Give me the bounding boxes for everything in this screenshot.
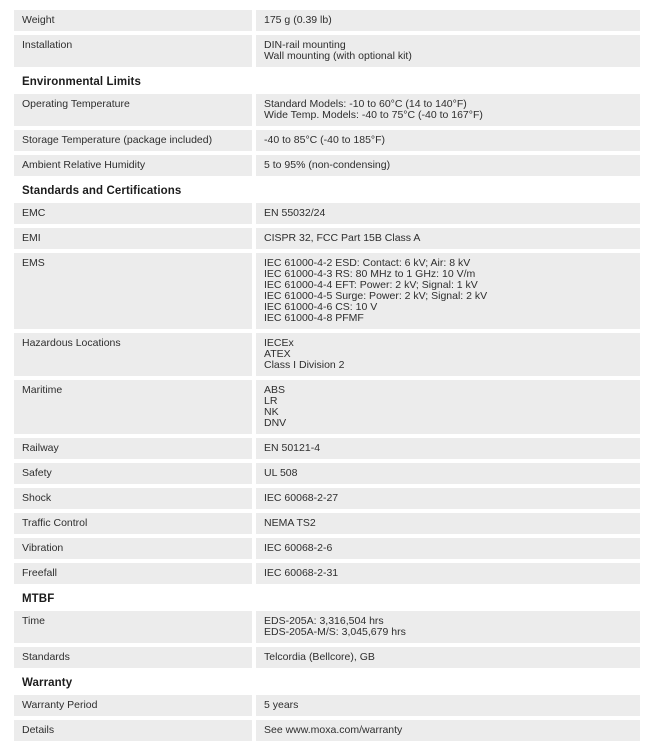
spec-label: Ambient Relative Humidity (14, 155, 252, 176)
spec-value (256, 155, 640, 176)
spec-value-line: DNV (264, 417, 287, 429)
spec-value-line: Standard Models: -10 to 60°C (14 to 140°F) (264, 98, 467, 110)
spec-row (14, 10, 640, 31)
spec-value-line: IEC 61000-4-3 RS: 80 MHz to 1 GHz: 10 V/m (264, 268, 476, 280)
spec-row (14, 488, 640, 509)
spec-value (256, 438, 640, 459)
spec-label: Time (14, 611, 252, 643)
spec-row (14, 253, 640, 329)
spec-value (256, 563, 640, 584)
spec-value (256, 513, 640, 534)
spec-value-line: IEC 60068-2-31 (264, 567, 339, 579)
spec-label: Maritime (14, 380, 252, 434)
spec-row (14, 438, 640, 459)
spec-value (256, 647, 640, 668)
spec-row (14, 130, 640, 151)
spec-value (256, 538, 640, 559)
spec-value-line: IECEx (264, 337, 294, 349)
spec-value-line: IEC 61000-4-4 EFT: Power: 2 kV; Signal: 1 kV (264, 279, 478, 291)
spec-value-line: See www.moxa.com/warranty (264, 724, 403, 736)
spec-value-line: EN 50121-4 (264, 442, 321, 454)
spec-label: Warranty Period (14, 695, 252, 716)
spec-label: Freefall (14, 563, 252, 584)
spec-row (14, 35, 640, 67)
spec-label: Installation (14, 35, 252, 67)
spec-value-line: IEC 60068-2-27 (264, 492, 339, 504)
spec-label: Shock (14, 488, 252, 509)
spec-value-line: CISPR 32, FCC Part 15B Class A (264, 232, 421, 244)
spec-value-line: LR (264, 395, 278, 407)
section-header: Environmental Limits (22, 76, 141, 88)
spec-value-line: 5 years (264, 699, 299, 711)
spec-value (256, 130, 640, 151)
spec-value-line: -40 to 85°C (-40 to 185°F) (264, 134, 386, 146)
spec-value (256, 488, 640, 509)
spec-value-line: DIN-rail mounting (264, 39, 346, 51)
spec-row (14, 720, 640, 741)
spec-value-line: UL 508 (264, 467, 298, 479)
section-header: Warranty (22, 677, 73, 689)
spec-label: EMS (14, 253, 252, 329)
spec-value-line: EDS-205A-M/S: 3,045,679 hrs (264, 626, 406, 638)
spec-value-line: Telcordia (Bellcore), GB (264, 651, 375, 663)
spec-label: EMI (14, 228, 252, 249)
section-header: Standards and Certifications (22, 185, 182, 197)
spec-value (256, 253, 640, 329)
section-header: MTBF (22, 593, 55, 605)
spec-value-line: Wide Temp. Models: -40 to 75°C (-40 to 167°F) (264, 109, 483, 121)
spec-label: Operating Temperature (14, 94, 252, 126)
spec-label: Safety (14, 463, 252, 484)
spec-row (14, 463, 640, 484)
spec-value (256, 203, 640, 224)
spec-value (256, 35, 640, 67)
spec-label: EMC (14, 203, 252, 224)
spec-row (14, 647, 640, 668)
spec-value-line: 175 g (0.39 lb) (264, 14, 332, 26)
spec-label: Traffic Control (14, 513, 252, 534)
spec-value (256, 94, 640, 126)
spec-value (256, 720, 640, 741)
spec-value-line: ATEX (264, 348, 291, 360)
spec-label: Hazardous Locations (14, 333, 252, 376)
spec-label: Details (14, 720, 252, 741)
spec-row (14, 695, 640, 716)
spec-value-line: IEC 61000-4-8 PFMF (264, 312, 364, 324)
spec-label: Vibration (14, 538, 252, 559)
spec-table (14, 10, 640, 741)
spec-value-line: IEC 60068-2-6 (264, 542, 333, 554)
spec-value-line: EDS-205A: 3,316,504 hrs (264, 615, 384, 627)
spec-row (14, 228, 640, 249)
spec-value-line: NK (264, 406, 279, 418)
spec-value (256, 10, 640, 31)
spec-value-line: ABS (264, 384, 286, 396)
spec-value (256, 333, 640, 376)
spec-row (14, 203, 640, 224)
spec-value-line: IEC 61000-4-5 Surge: Power: 2 kV; Signal: 2 kV (264, 290, 488, 302)
spec-row (14, 563, 640, 584)
spec-value-line: IEC 61000-4-6 CS: 10 V (264, 301, 378, 313)
spec-value-line: EN 55032/24 (264, 207, 326, 219)
spec-value (256, 380, 640, 434)
spec-label: Storage Temperature (package included) (14, 130, 252, 151)
spec-row (14, 333, 640, 376)
spec-value (256, 228, 640, 249)
spec-value-line: Wall mounting (with optional kit) (264, 50, 412, 62)
spec-row (14, 155, 640, 176)
spec-value-line: Class I Division 2 (264, 359, 345, 371)
spec-value-line: IEC 61000-4-2 ESD: Contact: 6 kV; Air: 8 kV (264, 257, 471, 269)
spec-row (14, 611, 640, 643)
spec-row (14, 94, 640, 126)
spec-row (14, 380, 640, 434)
spec-value (256, 463, 640, 484)
spec-value-line: 5 to 95% (non-condensing) (264, 159, 391, 171)
spec-value-line: NEMA TS2 (264, 517, 316, 529)
spec-label: Railway (14, 438, 252, 459)
spec-label: Standards (14, 647, 252, 668)
spec-value (256, 695, 640, 716)
spec-row (14, 513, 640, 534)
spec-row (14, 538, 640, 559)
spec-value (256, 611, 640, 643)
spec-label: Weight (14, 10, 252, 31)
